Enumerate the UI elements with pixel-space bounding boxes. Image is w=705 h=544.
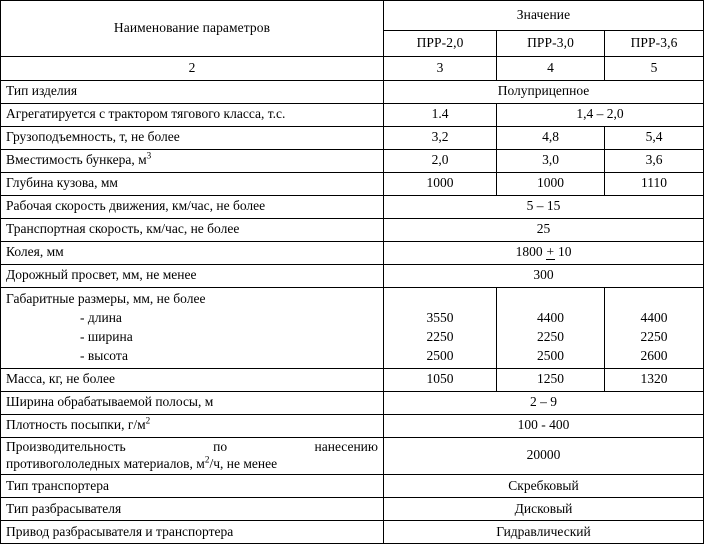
table-row	[1, 150, 704, 173]
table-row	[1, 368, 704, 391]
table-row	[1, 475, 704, 498]
column-number-5: 5	[605, 57, 704, 81]
table-row	[1, 521, 704, 544]
parameter-value-prr-2-0: 2,0	[384, 150, 497, 173]
group-value-height: 2600	[640, 348, 668, 364]
parameter-value-prr-3-6: 1320	[605, 368, 704, 391]
parameter-value-prr-3-0: 4,8	[497, 127, 605, 150]
table-row	[1, 391, 704, 414]
column-number-3: 3	[384, 57, 497, 81]
parameter-value-all: 2 – 9	[384, 391, 704, 414]
parameter-name-line-2-pre: противогололедных материалов, м	[6, 455, 205, 471]
table-row	[1, 414, 704, 437]
parameter-name-justified	[1, 437, 384, 475]
table-row	[1, 127, 704, 150]
parameter-value-prr-3-6: 1110	[605, 173, 704, 196]
unit-superscript: 2	[145, 415, 151, 426]
parameter-value-prr-2-0: 3,2	[384, 127, 497, 150]
group-values-prr-3-0	[497, 288, 605, 369]
parameter-value-prr-2-0: 1000	[384, 173, 497, 196]
header-row-numbering	[1, 57, 704, 81]
parameter-name: Глубина кузова, мм	[1, 173, 384, 196]
group-values-prr-2-0	[384, 288, 497, 369]
parameter-name: Ширина обрабатываемой полосы, м	[1, 391, 384, 414]
table-row	[1, 437, 704, 475]
parameter-name: Привод разбрасывателя и транспортера	[1, 521, 384, 544]
parameter-name: Дорожный просвет, мм, не менее	[1, 265, 384, 288]
parameter-value-all: 20000	[384, 437, 704, 475]
parameter-value-prr-3-0: 3,0	[497, 150, 605, 173]
parameter-name: Тип изделия	[1, 81, 384, 104]
parameter-value-all: Гидравлический	[384, 521, 704, 544]
parameter-value-prr-3-6: 5,4	[605, 127, 704, 150]
column-number-2: 2	[1, 57, 384, 81]
parameter-value-all: Скребковый	[384, 475, 704, 498]
group-value-width: 2250	[640, 329, 668, 345]
parameter-name: Агрегатируется с трактором тягового класса, т.с.	[1, 104, 384, 127]
parameter-name: Масса, кг, не более	[1, 368, 384, 391]
group-subline-height: - высота	[80, 348, 128, 364]
group-value-length: 3550	[426, 310, 454, 326]
table-row	[1, 242, 704, 265]
parameter-name-line-2	[6, 456, 378, 473]
group-value-width: 2250	[426, 329, 454, 345]
parameter-name-text: Плотность посыпки, г/м	[6, 417, 146, 433]
parameter-value-all: 300	[384, 265, 704, 288]
parameter-value-prr-3-0: 1000	[497, 173, 605, 196]
parameter-value-all: 100 - 400	[384, 414, 704, 437]
group-subline-width: - ширина	[80, 329, 133, 345]
plus-minus-icon: +	[546, 244, 555, 260]
header-model-prr-3-0: ПРР-3,0	[497, 31, 605, 57]
table-row	[1, 219, 704, 242]
parameter-value-all: 25	[384, 219, 704, 242]
value-prefix: 1800	[515, 244, 546, 260]
parameter-name-group	[1, 288, 384, 369]
parameter-value-all: Полуприцепное	[384, 81, 704, 104]
table-row	[1, 196, 704, 219]
parameter-name: Тип транспортера	[1, 475, 384, 498]
group-subline-length: - длина	[80, 310, 122, 326]
table-row-group-dimensions	[1, 288, 704, 369]
parameter-name-line-1: Производительность по нанесению	[6, 438, 378, 454]
header-value-group: Значение	[384, 1, 704, 31]
unit-superscript: 2	[204, 454, 210, 464]
parameter-name: Колея, мм	[1, 242, 384, 265]
header-model-prr-2-0: ПРР-2,0	[384, 31, 497, 57]
parameter-name: Транспортная скорость, км/час, не более	[1, 219, 384, 242]
header-parameter-name: Наименование параметров	[1, 1, 384, 57]
parameter-name: Грузоподъемность, т, не более	[1, 127, 384, 150]
parameter-value-prr-2-0: 1.4	[384, 104, 497, 127]
group-values-prr-3-6	[605, 288, 704, 369]
group-value-length: 4400	[640, 310, 668, 326]
table-row	[1, 498, 704, 521]
parameter-name	[1, 150, 384, 173]
header-model-prr-3-6: ПРР-3,6	[605, 31, 704, 57]
parameter-value-all: Дисковый	[384, 498, 704, 521]
parameter-value-prr-3-6: 3,6	[605, 150, 704, 173]
group-title: Габаритные размеры, мм, не более	[6, 291, 206, 306]
table-row	[1, 173, 704, 196]
parameter-name: Тип разбрасывателя	[1, 498, 384, 521]
parameter-value-prr-3-0-3-6: 1,4 – 2,0	[497, 104, 704, 127]
group-value-width: 2250	[537, 329, 564, 345]
table-row	[1, 81, 704, 104]
parameter-value-all	[384, 242, 704, 265]
unit-superscript: 3	[146, 150, 152, 161]
group-value-height: 2500	[537, 348, 564, 364]
parameter-name: Рабочая скорость движения, км/час, не более	[1, 196, 384, 219]
column-number-4: 4	[497, 57, 605, 81]
parameter-value-prr-2-0: 1050	[384, 368, 497, 391]
table-row	[1, 104, 704, 127]
header-row-titles	[1, 1, 704, 31]
parameter-value-all: 5 – 15	[384, 196, 704, 219]
value-suffix: 10	[554, 244, 572, 260]
group-value-length: 4400	[537, 310, 564, 326]
parameter-name	[1, 414, 384, 437]
group-value-height: 2500	[426, 348, 454, 364]
parameter-value-prr-3-0: 1250	[497, 368, 605, 391]
parameter-name-line-2-post: /ч, не менее	[209, 455, 278, 471]
table-header	[1, 1, 704, 81]
table-body	[1, 81, 704, 544]
parameter-name-text: Вместимость бункера, м	[6, 152, 147, 168]
table-row	[1, 265, 704, 288]
